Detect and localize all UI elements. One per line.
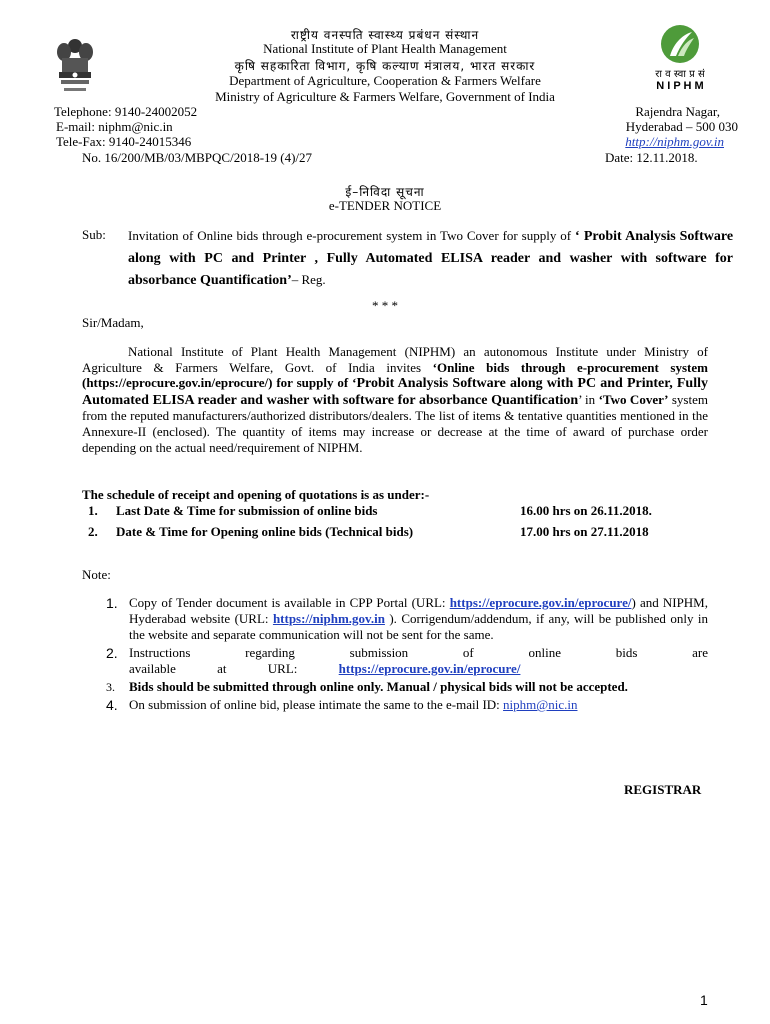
telefax: Tele-Fax: 9140-24015346 <box>56 134 192 149</box>
schedule-row-1-label: Last Date & Time for submission of online bids <box>116 503 378 518</box>
salutation: Sir/Madam, <box>82 315 144 330</box>
note-item-3 <box>82 679 708 695</box>
body-p1-b: ‘Online bids through e-procurement system (https://eprocure.gov.in/eprocure/) for supply of ‘ <box>82 359 708 391</box>
note-label: Note: <box>82 567 111 582</box>
note-item-2 <box>82 645 708 677</box>
address-line2: Hyderabad – 500 030 <box>625 119 738 134</box>
website-link[interactable]: http://niphm.gov.in <box>625 134 724 149</box>
body-paragraph <box>82 344 708 455</box>
hindi-department: कृषि सहकारिता विभाग, कृषि कल्याण मंत्रालय, भारत सरकार <box>234 59 536 73</box>
body-p1-e: ‘Two Cover’ <box>598 391 669 407</box>
subject-suffix: – Reg. <box>291 272 326 287</box>
niphm-logo <box>650 24 710 92</box>
note-item-1-text-b: ) and NIPHM, Hyderabad website (URL: <box>129 595 708 626</box>
schedule-row-2-value: 17.00 hrs on 27.11.2018 <box>520 524 649 539</box>
note-item-2-num: 2. <box>106 645 118 661</box>
reference-number: No. 16/200/MB/03/MBPQC/2018-19 (4)/27 <box>82 150 313 165</box>
page-number: 1 <box>700 992 708 1008</box>
email: E-mail: niphm@nic.in <box>56 119 173 134</box>
subject-text <box>128 225 733 291</box>
address-line1: Rajendra Nagar, <box>635 104 720 119</box>
subject-bold-2: Software along with PC and Printer , Fully Automated ELISA reader and washer with <box>128 229 734 266</box>
reference-date: Date: 12.11.2018. <box>605 150 698 165</box>
schedule-heading: The schedule of receipt and opening of quotations is as under:- <box>82 487 430 502</box>
schedule-row-1-value: 16.00 hrs on 26.11.2018. <box>520 503 652 518</box>
ministry: Ministry of Agriculture & Farmers Welfare, Government of India <box>215 89 555 104</box>
note-item-4-text-a: On submission of online bid, please intimate the same to the e-mail ID: <box>129 697 504 712</box>
note-item-1-text-c: ). Corrigendum/addendum, if any, will be published only in the website and separate communication will not be sent for the same. <box>129 611 708 642</box>
subject-bold-3: software for absorbance Quantification’ <box>128 251 734 288</box>
telephone: Telephone: 9140-24002052 <box>54 104 198 119</box>
body-p1-f: system from the reputed manufacturers/authorized distributors/dealers. The list of items & tentative quantities mentioned in the Annexure-II (enclosed). The quantity of items may increase or decrease at the time of award of purchase order depending on the actual need/requirement of NIPHM. <box>82 391 708 455</box>
schedule-row-2-label: Date & Time for Opening online bids (Technical bids) <box>116 524 414 539</box>
note-item-1 <box>82 595 708 643</box>
note-item-1-niphm-link[interactable]: https://niphm.gov.in <box>272 611 385 626</box>
hindi-org-name: राष्ट्रीय वनस्पति स्वास्थ्य प्रबंधन संस्थान <box>290 28 480 42</box>
body-p1-d: ’ in <box>578 391 599 407</box>
note-item-4-num: 4. <box>106 697 118 713</box>
national-emblem <box>52 36 98 100</box>
note-item-2-link[interactable]: https://eprocure.gov.in/eprocure/ <box>338 661 521 676</box>
notice-title: e-TENDER NOTICE <box>328 198 442 213</box>
logo-hindi: रा व स्वा प्र सं <box>655 69 705 80</box>
schedule-row-2-num: 2. <box>88 524 98 539</box>
subject-plain: Invitation of Online bids through e-procurement system in Two Cover for supply of <box>128 228 572 243</box>
body-p1-a: National Institute of Plant Health Management (NIPHM) an autonomous Institute under Ministry of Agriculture & Farmers Welfare, Govt. of India invites <box>82 344 708 375</box>
subject-label: Sub: <box>82 227 106 242</box>
logo-text: N I P H M <box>656 80 704 92</box>
subject-bold-1: ‘ Probit Analysis <box>575 229 676 244</box>
body-p1-c: Probit Analysis Software along with PC and Printer, Fully Automated ELISA reader and washer with software for absorbance Quantification <box>82 376 708 408</box>
note-list <box>82 595 708 715</box>
signature-registrar: REGISTRAR <box>624 782 702 797</box>
schedule-row-1-num: 1. <box>88 503 98 518</box>
note-item-2-text-a: Instructions regarding submission of online bids are available at URL: <box>129 645 708 676</box>
note-item-4-email-link[interactable]: niphm@nic.in <box>503 697 578 712</box>
note-item-1-cpp-link[interactable]: https://eprocure.gov.in/eprocure/ <box>449 595 632 610</box>
note-item-4 <box>82 697 708 713</box>
notice-title-hindi: ई–निविदा सूचना <box>345 185 425 199</box>
note-item-1-text-a: Copy of Tender document is available in CPP Portal (URL: <box>129 595 450 610</box>
note-item-3-text: Bids should be submitted through online only. Manual / physical bids will not be accepted. <box>129 679 628 694</box>
note-item-1-num: 1. <box>106 595 118 611</box>
org-name: National Institute of Plant Health Management <box>263 41 507 56</box>
department: Department of Agriculture, Cooperation & Farmers Welfare <box>229 73 541 88</box>
note-item-3-num: 3. <box>106 680 115 694</box>
separator: * * * <box>372 298 398 313</box>
